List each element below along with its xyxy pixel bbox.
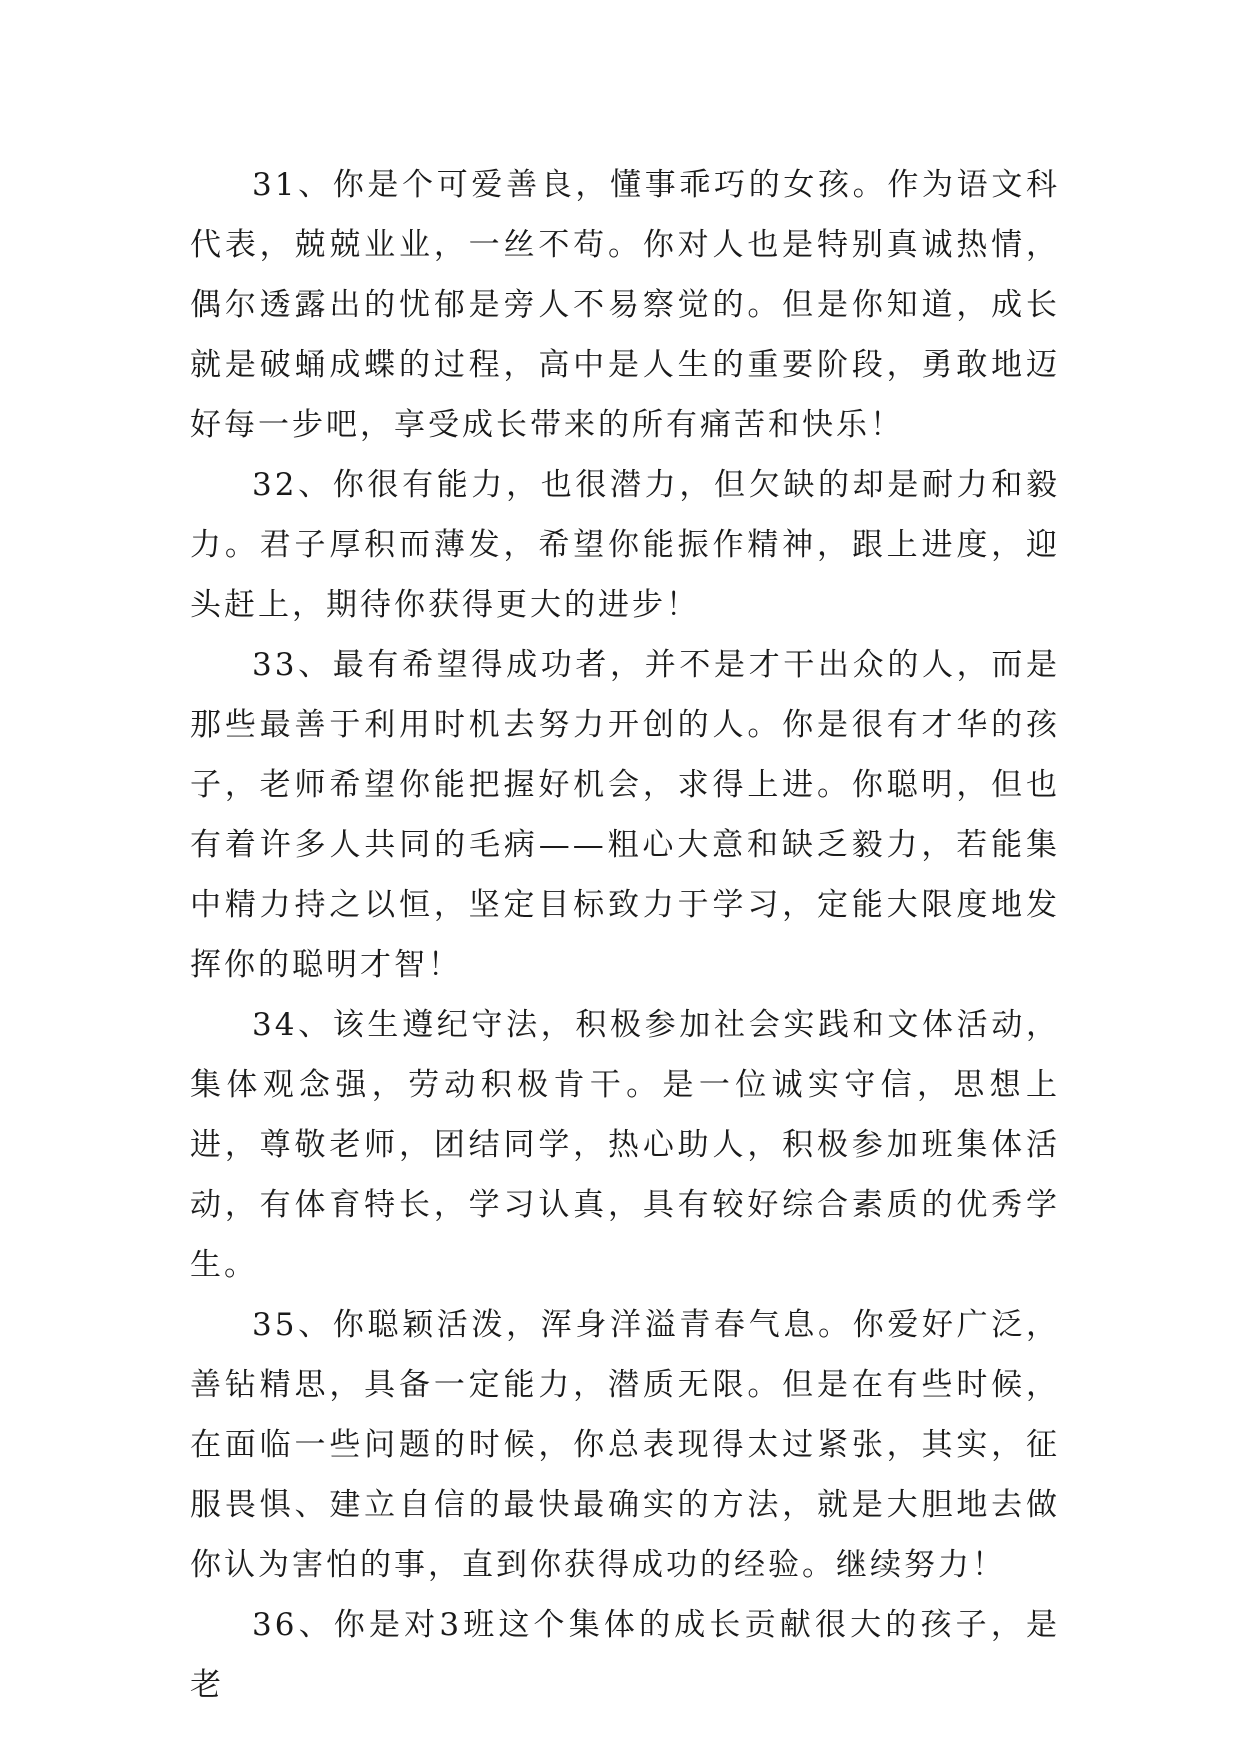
document-body	[190, 155, 1060, 1715]
comment-paragraph-35: 35、你聪颖活泼，浑身洋溢青春气息。你爱好广泛，善钻精思，具备一定能力，潜质无限。但是在有些时候，在面临一些问题的时候，你总表现得太过紧张，其实，征服畏惧、建立自信的最快最确实的方法，就是大胆地去做你认为害怕的事，直到你获得成功的经验。继续努力！	[190, 1307, 1060, 1583]
comment-paragraph-32: 32、你很有能力，也很潜力，但欠缺的却是耐力和毅力。君子厚积而薄发，希望你能振作精神，跟上进度，迎头赶上，期待你获得更大的进步！	[190, 467, 1060, 623]
comment-paragraph-31: 31、你是个可爱善良，懂事乖巧的女孩。作为语文科代表，兢兢业业，一丝不苟。你对人也是特别真诚热情，偶尔透露出的忧郁是旁人不易察觉的。但是你知道，成长就是破蛹成蝶的过程，高中是人生的重要阶段，勇敢地迈好每一步吧，享受成长带来的所有痛苦和快乐！	[190, 167, 1060, 443]
comment-paragraph-34: 34、该生遵纪守法，积极参加社会实践和文体活动，集体观念强，劳动积极肯干。是一位诚实守信，思想上进，尊敬老师，团结同学，热心助人，积极参加班集体活动，有体育特长，学习认真，具有较好综合素质的优秀学生。	[190, 1007, 1060, 1283]
comment-paragraph-33: 33、最有希望得成功者，并不是才干出众的人，而是那些最善于利用时机去努力开创的人。你是很有才华的孩子，老师希望你能把握好机会，求得上进。你聪明，但也有着许多人共同的毛病——粗心大意和缺乏毅力，若能集中精力持之以恒，坚定目标致力于学习，定能大限度地发挥你的聪明才智！	[190, 647, 1060, 983]
comment-paragraph-36: 36、你是对3班这个集体的成长贡献很大的孩子，是老	[190, 1607, 1060, 1703]
